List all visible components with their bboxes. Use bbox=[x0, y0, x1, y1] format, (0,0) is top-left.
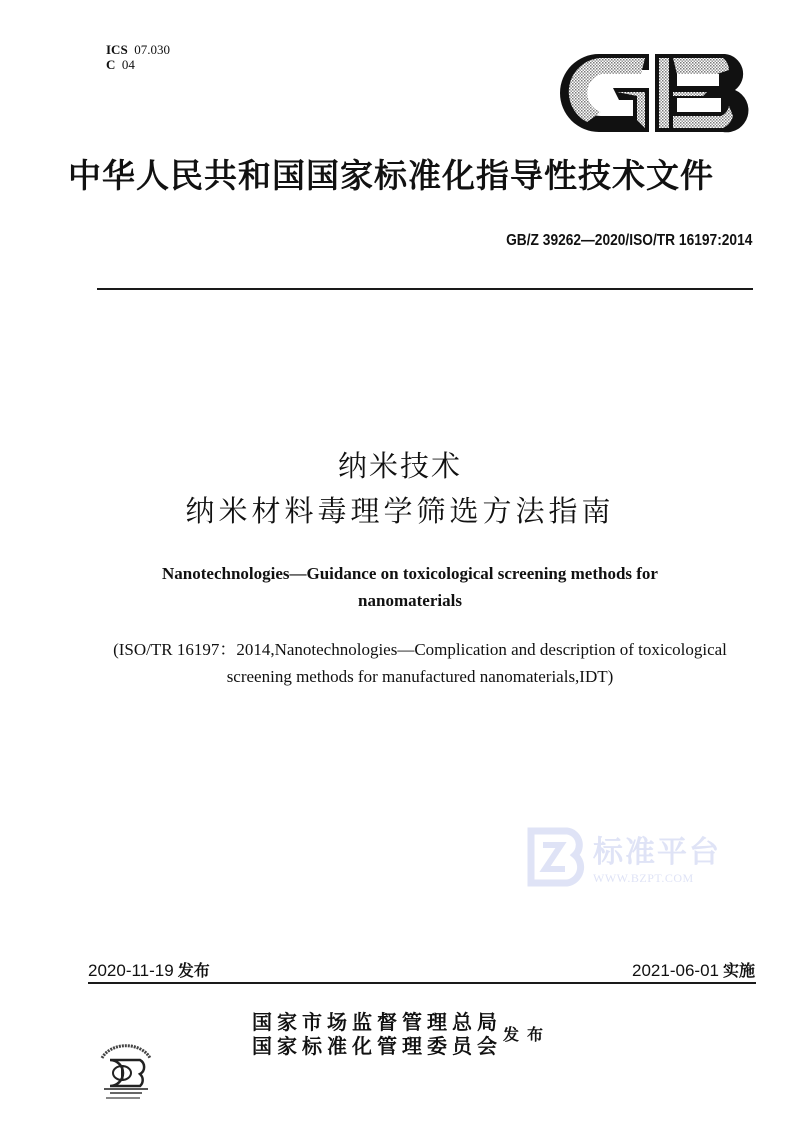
ccs-code: C 04 bbox=[106, 57, 135, 72]
bzpt-logo-icon bbox=[527, 827, 587, 887]
implementation-date: 2021-06-01 实施 bbox=[632, 961, 755, 980]
issuing-authorities bbox=[252, 1010, 502, 1058]
ics-code: ICS 07.030 bbox=[106, 42, 170, 57]
title-cn-sub: 纳米材料毒理学筛选方法指南 bbox=[185, 494, 615, 528]
iso-reference: (ISO/TR 16197：2014,Nanotechnologies—Complication and description of toxicological screening methods for manufactured nanomaterials,IDT) bbox=[113, 640, 727, 686]
document-type-heading: 中华人民共和国国家标准化指导性技术文件 bbox=[68, 156, 714, 195]
issue-verb: 发布 bbox=[503, 1025, 552, 1044]
classification-codes bbox=[106, 42, 170, 72]
title-cn-main: 纳米技术 bbox=[337, 449, 462, 483]
footer-divider bbox=[88, 982, 756, 984]
publisher-stamp-icon bbox=[96, 1040, 156, 1102]
issuer-sac: 国家标准化管理委员会 bbox=[252, 1034, 502, 1058]
watermark-url: WWW.BZPT.COM bbox=[593, 871, 694, 885]
gb-logo-icon bbox=[557, 50, 757, 136]
watermark bbox=[527, 827, 727, 887]
issue-date: 2020-11-19 发布 bbox=[88, 961, 210, 980]
issuer-samr: 国家市场监督管理总局 bbox=[252, 1010, 502, 1034]
title-en: Nanotechnologies—Guidance on toxicological screening methods for nanomaterials bbox=[162, 564, 658, 610]
header-divider bbox=[97, 288, 753, 290]
watermark-text: 标准平台 bbox=[593, 835, 721, 870]
standard-number: GB/Z 39262—2020/ISO/TR 16197:2014 bbox=[505, 232, 752, 249]
